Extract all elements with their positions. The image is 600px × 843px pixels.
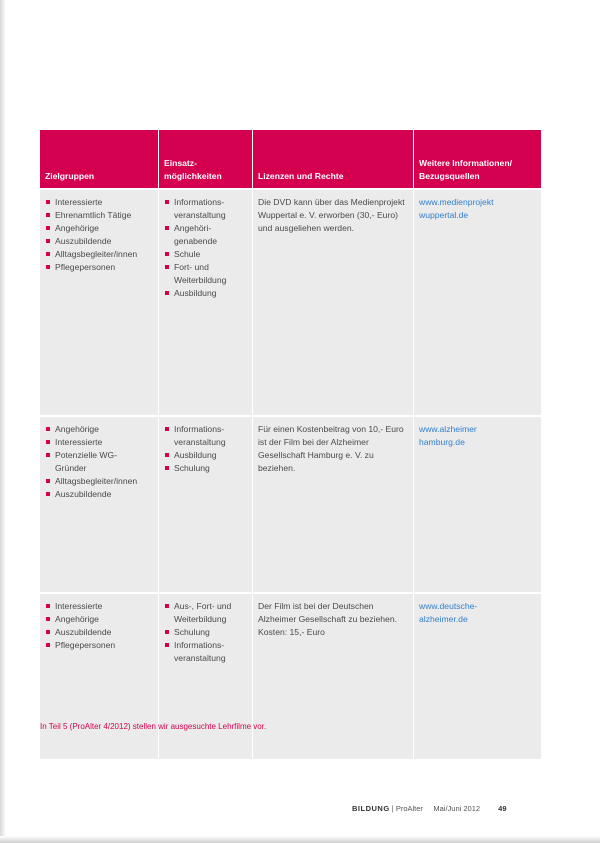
targets-cell — [40, 417, 159, 592]
list-item: Angehöri- genabende — [164, 222, 246, 248]
page-bottom-shadow — [0, 836, 600, 843]
list-item: Alltagsbegleiter/innen — [45, 475, 152, 488]
list-item: Angehörige — [45, 613, 152, 626]
table-header — [40, 130, 541, 188]
list-item: Informations- veranstaltung — [164, 423, 246, 449]
license-cell: Für einen Kostenbeitrag von 10,- Euro ist der Film bei der Alzheimer Gesellschaft Hamburg e. V. zu beziehen. — [253, 417, 414, 592]
footer-section: BILDUNG — [352, 804, 390, 813]
footer-issue: Mai/Juni 2012 — [433, 804, 481, 813]
list-item: Interessierte — [45, 600, 152, 613]
list-item: Interessierte — [45, 196, 152, 209]
list-item: Aus-, Fort- und Weiterbildung — [164, 600, 246, 626]
uses-cell — [159, 594, 253, 759]
list-item: Auszubildende — [45, 488, 152, 501]
footer-spacer — [425, 804, 431, 813]
list-item: Auszubildende — [45, 235, 152, 248]
list-item: Pflegepersonen — [45, 639, 152, 652]
list-item: Schule — [164, 248, 246, 261]
footer-separator: | — [391, 804, 396, 813]
list-item: Schulung — [164, 626, 246, 639]
header-lizenzen: Lizenzen und Rechte — [253, 130, 414, 188]
list-item: Informations- veranstaltung — [164, 196, 246, 222]
footnote: In Teil 5 (ProAlter 4/2012) stellen wir ausgesuchte Lehrfilme vor. — [40, 722, 267, 731]
page-edge-shadow — [0, 0, 6, 843]
list-item: Fort- und Weiterbildung — [164, 261, 246, 287]
license-cell: Die DVD kann über das Medienprojekt Wuppertal e. V. erworben (30,- Euro) und ausgeliehen werden. — [253, 190, 414, 415]
header-zielgruppen: Zielgruppen — [40, 130, 159, 188]
targets-cell — [40, 190, 159, 415]
uses-cell — [159, 417, 253, 592]
list-item: Ausbildung — [164, 287, 246, 300]
info-cell — [414, 190, 541, 415]
list-item: Pflegepersonen — [45, 261, 152, 274]
table-row — [40, 592, 541, 759]
media-table — [40, 130, 541, 759]
table-row — [40, 188, 541, 415]
list-item: Alltagsbegleiter/innen — [45, 248, 152, 261]
website-link[interactable]: www.deutsche- alzheimer.de — [419, 601, 478, 624]
uses-cell — [159, 190, 253, 415]
website-link[interactable]: www.medienprojekt wuppertal.de — [419, 197, 494, 220]
list-item: Potenzielle WG- Gründer — [45, 449, 152, 475]
header-einsatzmoeglichkeiten: Einsatz- möglichkeiten — [159, 130, 253, 188]
list-item: Angehörige — [45, 423, 152, 436]
list-item: Ehrenamtlich Tätige — [45, 209, 152, 222]
page-number: 49 — [498, 804, 507, 813]
table-row — [40, 415, 541, 592]
website-link[interactable]: www.alzheimer hamburg.de — [419, 424, 477, 447]
info-cell — [414, 417, 541, 592]
list-item: Interessierte — [45, 436, 152, 449]
targets-cell — [40, 594, 159, 759]
header-weitere-informationen: Weitere Informationen/ Bezugsquellen — [419, 158, 512, 181]
page-footer — [352, 804, 507, 813]
list-item: Ausbildung — [164, 449, 246, 462]
list-item: Informations- veranstaltung — [164, 639, 246, 665]
license-cell: Der Film ist bei der Deutschen Alzheimer Gesellschaft zu beziehen. Kosten: 15,- Euro — [253, 594, 414, 759]
list-item: Angehörige — [45, 222, 152, 235]
footer-journal: ProAlter — [395, 804, 423, 813]
list-item: Schulung — [164, 462, 246, 475]
info-cell — [414, 594, 541, 759]
list-item: Auszubildende — [45, 626, 152, 639]
